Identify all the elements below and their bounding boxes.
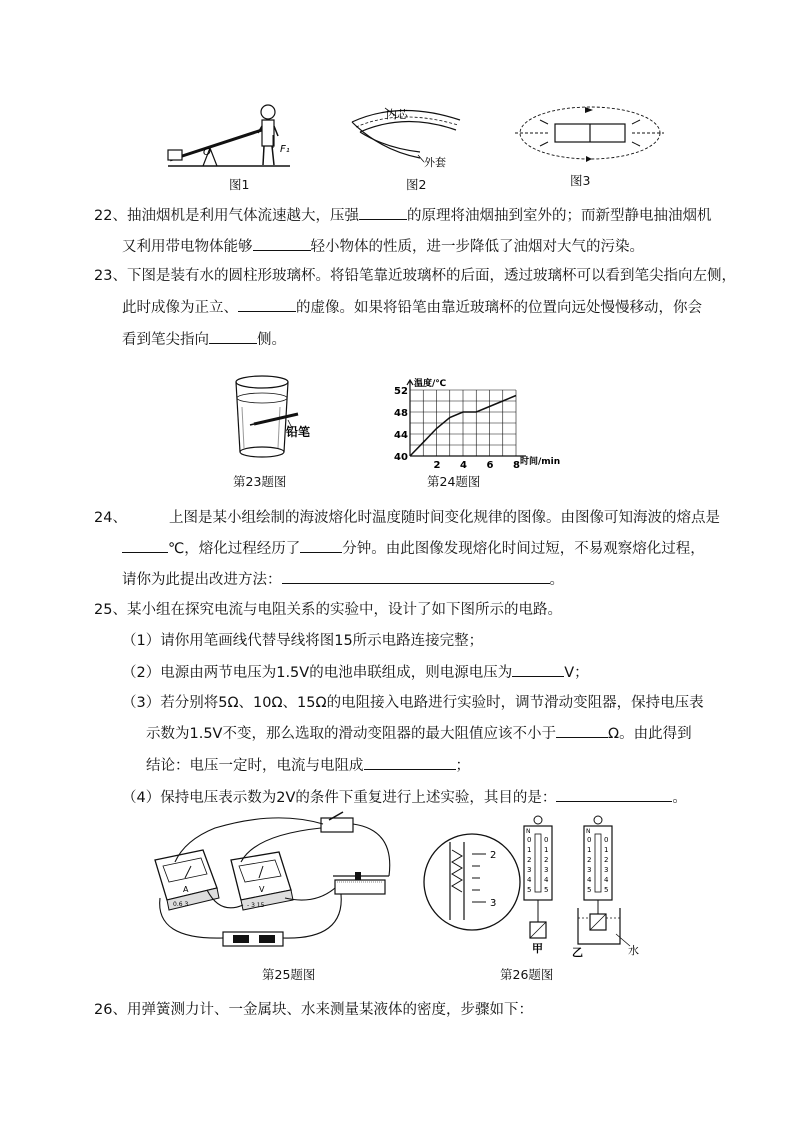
q25-blank1[interactable] (512, 662, 564, 677)
q22-blank1[interactable] (359, 205, 407, 220)
fig1-caption: 图1 (229, 177, 250, 192)
fig23-glass (232, 372, 312, 462)
q22-number: 22、 (94, 208, 127, 224)
fig2-label-inner: 内芯 (386, 108, 408, 121)
q23-line3: 看到笔尖指向 侧。 (122, 329, 286, 350)
fig26-mag-3: 3 (490, 898, 497, 909)
fig25-voltmeter-label: V (259, 885, 265, 894)
fig26-spring-scales (420, 810, 650, 960)
scale-tick-label: 3 (604, 866, 609, 874)
chart-ytick-label: 48 (394, 408, 408, 419)
q23-number: 23、 (94, 268, 127, 284)
scale-tick-label: 3 (527, 866, 532, 874)
scale-unit-label: N (586, 828, 591, 835)
chart-xtick-label: 4 (460, 460, 467, 471)
q26-number: 26、 (94, 1002, 127, 1018)
scale-tick-label: 1 (604, 846, 609, 854)
scale-tick-label: 0 (527, 836, 532, 844)
fig2-caption: 图2 (406, 177, 427, 192)
q23-line2: 此时成像为正立、 的虚像。如果将铅笔由靠近玻璃杯的位置向远处慢慢移动，你会 (122, 297, 702, 318)
scale-tick-label: 0 (544, 836, 549, 844)
scale-tick-label: 1 (527, 846, 532, 854)
scale-tick-label: 1 (544, 846, 549, 854)
q25-sub1: （1）请你用笔画线代替导线将图15所示电路连接完整； (122, 633, 484, 649)
scale-tick-label: 4 (544, 876, 549, 884)
scale-tick-label: 5 (604, 886, 609, 894)
fig3-caption: 图3 (570, 173, 591, 188)
chart-xlabel: 时间/min (520, 457, 561, 467)
q22-line2: 又利用带电物体能够 轻小物体的性质，进一步降低了油烟对大气的污染。 (122, 236, 644, 257)
fig25-circuit (145, 810, 405, 960)
q26-line1: 26、用弹簧测力计、一金属块、水来测量某液体的密度，步骤如下： (94, 1002, 533, 1018)
q25-blank3[interactable] (364, 755, 456, 770)
fig1-label-o: O (203, 147, 211, 158)
scale-tick-label: 0 (604, 836, 609, 844)
q25-sub4: （4）保持电压表示数为2V的条件下重复进行上述实验，其目的是： 。 (122, 787, 687, 808)
figure-1-drawing (0, 0, 794, 200)
q25-blank4[interactable] (556, 787, 672, 802)
scale-tick-label: 2 (544, 856, 549, 864)
q24-line3: 请你为此提出改进方法： 。 (122, 569, 564, 590)
fig23-caption: 第23题图 (233, 474, 287, 489)
scale-tick-label: 5 (544, 886, 549, 894)
q24-line1: 24、 上图是某小组绘制的海波熔化时温度随时间变化规律的图像。由图像可知海波的熔点是 (94, 510, 720, 526)
scale-tick-label: 2 (604, 856, 609, 864)
fig24-chart (380, 378, 580, 478)
fig25-caption: 第25题图 (262, 967, 316, 982)
fig25-ammeter-scale: 0.6 3 (173, 901, 189, 908)
q25-number: 25、 (94, 602, 127, 618)
fig26-label-water: 水 (628, 944, 639, 957)
fig23-label: 铅笔 (286, 425, 311, 439)
q24-blank1[interactable] (122, 538, 168, 553)
chart-ytick-label: 40 (394, 452, 408, 463)
q23-blank2[interactable] (209, 329, 257, 344)
q24-blank2[interactable] (300, 538, 342, 553)
chart-xtick-label: 8 (513, 460, 520, 471)
chart-axes (407, 380, 526, 456)
q25-line-intro: 25、某小组在探究电流与电阻关系的实验中，设计了如下图所示的电路。 (94, 602, 562, 618)
fig26-caption: 第26题图 (500, 967, 554, 982)
q22-blank2[interactable] (253, 236, 311, 251)
fig26-label-yi: 乙 (572, 946, 583, 959)
q25-blank2[interactable] (556, 723, 608, 738)
q23-blank1[interactable] (238, 297, 296, 312)
fig1-label-f: F₁ (280, 144, 290, 155)
fig25-voltmeter-scale: - 3 15 (247, 902, 265, 909)
scale-tick-label: 3 (587, 866, 592, 874)
fig24-caption: 第24题图 (427, 474, 481, 489)
scale-tick-label: 1 (587, 846, 592, 854)
q25-sub3-line2: 示数为1.5V不变，那么选取的滑动变阻器的最大阻值应该不小于 Ω。由此得到 (146, 723, 692, 744)
scale-tick-label: 2 (587, 856, 592, 864)
q24-blank3[interactable] (282, 569, 550, 584)
q24-number: 24、 (94, 510, 127, 526)
scale-tick-label: 4 (604, 876, 609, 884)
scale-tick-label: 4 (587, 876, 592, 884)
q25-sub2: （2）电源由两节电压为1.5V的电池串联组成，则电源电压为 V； (122, 662, 589, 683)
q22-line1: 22、抽油烟机是利用气体流速越大，压强 的原理将油烟抽到室外的；而新型静电抽油烟机 (94, 205, 711, 226)
fig26-mag-2: 2 (490, 850, 497, 861)
q23-line1: 23、下图是装有水的圆柱形玻璃杯。将铅笔靠近玻璃杯的后面，透过玻璃杯可以看到笔尖指向左侧， (94, 268, 736, 284)
scale-tick-label: 2 (527, 856, 532, 864)
scale-tick-label: 4 (527, 876, 532, 884)
scale-tick-label: 5 (587, 886, 592, 894)
q24-line2: ℃，熔化过程经历了 分钟。由此图像发现熔化时间过短，不易观察熔化过程， (122, 538, 705, 559)
scale-tick-label: 0 (587, 836, 592, 844)
q25-sub3-line3: 结论：电压一定时，电流与电阻成 ； (146, 755, 470, 776)
chart-ytick-label: 44 (394, 430, 408, 441)
scale-tick-label: 5 (527, 886, 532, 894)
scale-unit-label: N (526, 828, 531, 835)
scale-tick-label: 3 (544, 866, 549, 874)
fig2-label-outer: 外套 (424, 156, 446, 169)
chart-xtick-label: 2 (433, 460, 441, 471)
fig25-ammeter-label: A (183, 885, 189, 894)
chart-grid (410, 390, 516, 456)
q25-sub3-line1: （3）若分别将5Ω、10Ω、15Ω的电阻接入电路进行实验时，调节滑动变阻器，保持电压表 (122, 695, 704, 711)
fig26-label-jia: 甲 (532, 942, 543, 955)
chart-ylabel: 温度/℃ (414, 379, 447, 389)
chart-ytick-label: 52 (394, 386, 408, 397)
chart-xtick-label: 6 (486, 460, 494, 471)
